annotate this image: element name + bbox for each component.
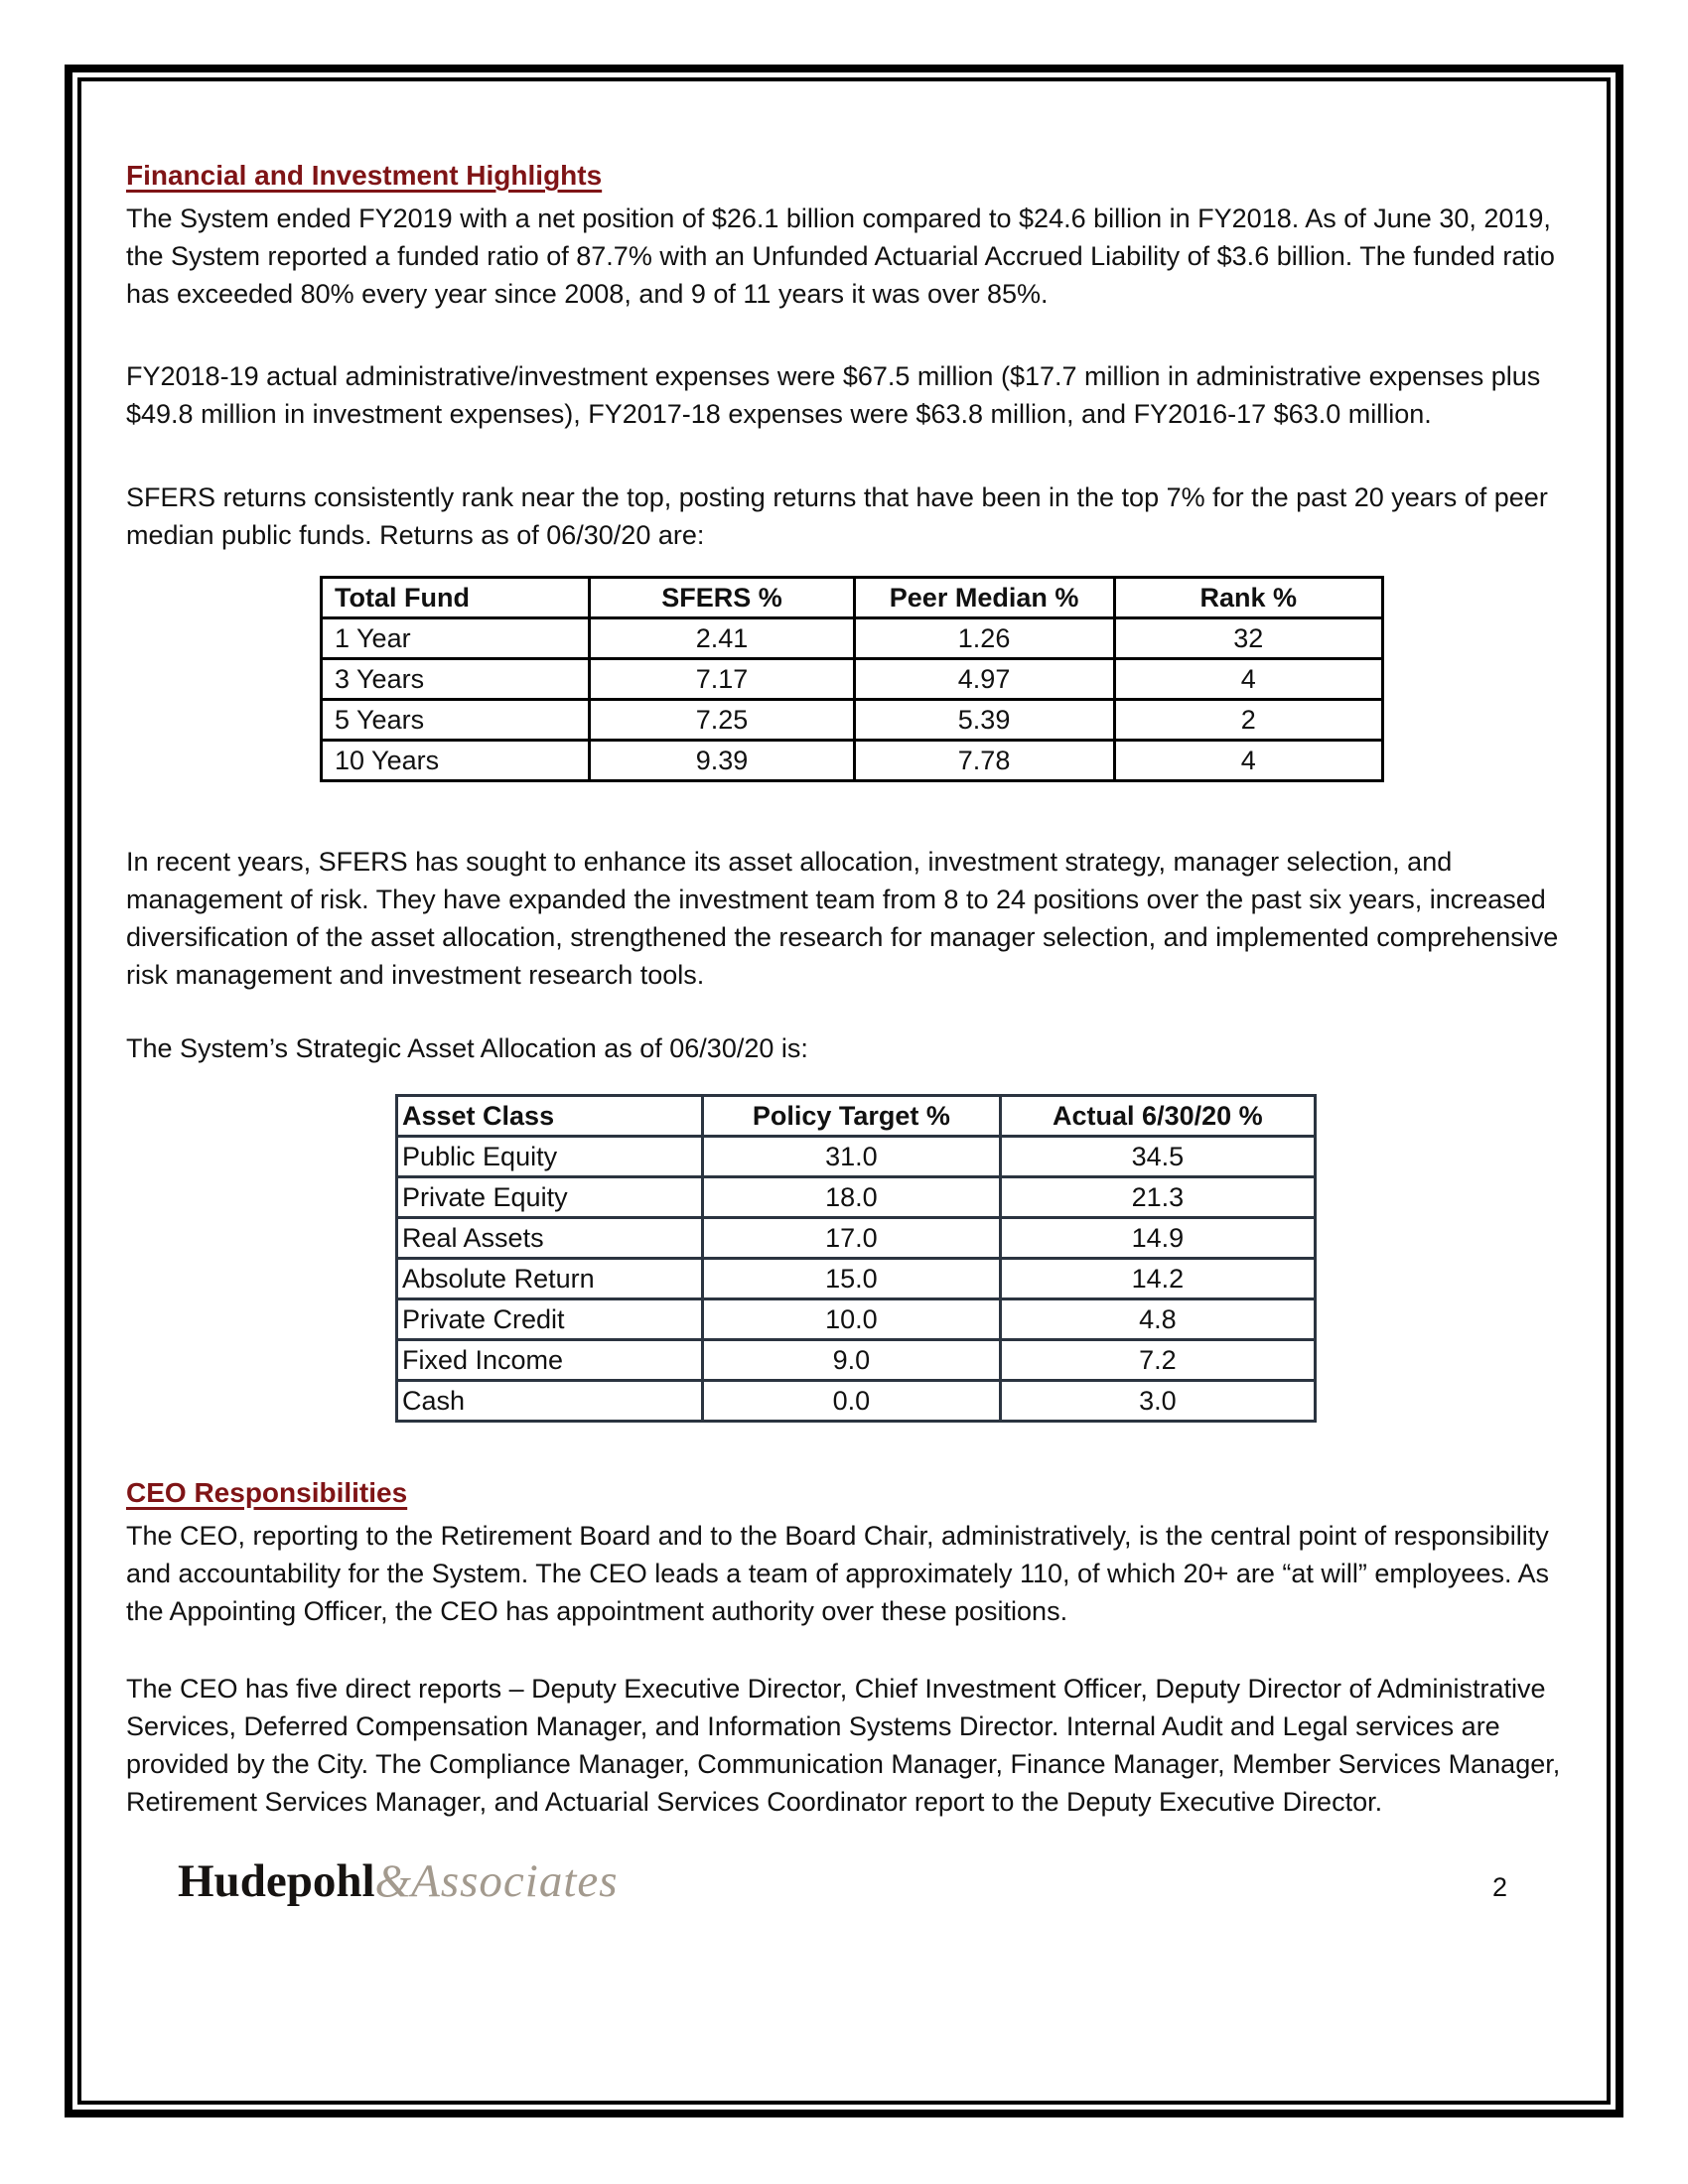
cell-sfers: 7.25	[590, 700, 854, 741]
column-header-sfers: SFERS %	[590, 578, 854, 618]
cell-asset-class: Absolute Return	[397, 1259, 703, 1299]
table-row	[397, 1340, 1316, 1381]
paragraph-net-position: The System ended FY2019 with a net position of $26.1 billion compared to $24.6 billion in FY2018. As of June 30, 2019, the System reported a funded ratio of 87.7% with an Unfunded Actuarial Accrued Liability of $3.6 billion. The funded ratio has exceeded 80% every year since 2008, and 9 of 11 years it was over 85%.	[126, 204, 1555, 309]
cell-peer-median: 7.78	[854, 741, 1114, 781]
cell-policy-target: 17.0	[703, 1218, 1001, 1259]
cell-asset-class: Fixed Income	[397, 1340, 703, 1381]
cell-period: 3 Years	[322, 659, 590, 700]
table-row	[397, 1381, 1316, 1422]
cell-asset-class: Real Assets	[397, 1218, 703, 1259]
hudepohl-associates-logo	[178, 1855, 619, 1907]
page-footer	[126, 1855, 1564, 1907]
column-header-peer-median: Peer Median %	[854, 578, 1114, 618]
cell-actual: 4.8	[1000, 1299, 1315, 1340]
logo-text-hudepohl: Hudepohl	[178, 1855, 375, 1907]
table-row	[397, 1218, 1316, 1259]
cell-policy-target: 10.0	[703, 1299, 1001, 1340]
cell-sfers: 7.17	[590, 659, 854, 700]
logo-ampersand: &	[374, 1855, 412, 1907]
cell-asset-class: Cash	[397, 1381, 703, 1422]
paragraph-returns-intro: SFERS returns consistently rank near the top, posting returns that have been in the top 7% for the past 20 years of peer median public funds. Returns as of 06/30/20 are:	[126, 482, 1548, 550]
table-row	[322, 618, 1383, 659]
column-header-policy-target: Policy Target %	[703, 1096, 1001, 1137]
cell-policy-target: 15.0	[703, 1259, 1001, 1299]
cell-asset-class: Public Equity	[397, 1137, 703, 1177]
column-header-actual: Actual 6/30/20 %	[1000, 1096, 1315, 1137]
paragraph-allocation-intro: The System’s Strategic Asset Allocation as of 06/30/20 is:	[126, 1033, 808, 1063]
table-row	[322, 659, 1383, 700]
asset-allocation-table	[395, 1094, 1317, 1423]
cell-actual: 34.5	[1000, 1137, 1315, 1177]
cell-actual: 3.0	[1000, 1381, 1315, 1422]
cell-sfers: 2.41	[590, 618, 854, 659]
paragraph-investment-strategy: In recent years, SFERS has sought to enhance its asset allocation, investment strategy, manager selection, and management of risk. They have expanded the investment team from 8 to 24 positions over the past six years, increased diversification of the asset allocation, strengthened the research for manager selection, and implemented comprehensive risk management and investment research tools.	[126, 847, 1559, 990]
table-row	[397, 1299, 1316, 1340]
cell-asset-class: Private Equity	[397, 1177, 703, 1218]
cell-actual: 7.2	[1000, 1340, 1315, 1381]
column-header-total-fund: Total Fund	[322, 578, 590, 618]
column-header-asset-class: Asset Class	[397, 1096, 703, 1137]
table-row	[397, 1137, 1316, 1177]
cell-actual: 21.3	[1000, 1177, 1315, 1218]
page-content	[126, 157, 1564, 1906]
cell-actual: 14.9	[1000, 1218, 1315, 1259]
cell-policy-target: 0.0	[703, 1381, 1001, 1422]
cell-policy-target: 31.0	[703, 1137, 1001, 1177]
paragraph-ceo-role: The CEO, reporting to the Retirement Board and to the Board Chair, administratively, is the central point of responsibility and accountability for the System. The CEO leads a team of approximately 110, of which 20+ are “at will” employees. As the Appointing Officer, the CEO has appointment authority over these positions.	[126, 1521, 1549, 1626]
paragraph-ceo-reports: The CEO has five direct reports – Deputy Executive Director, Chief Investment Officer, Deputy Director of Administrative Services, Deferred Compensation Manager, and Information Systems Director. Internal Audit and Legal services are provided by the City. The Compliance Manager, Communication Manager, Finance Manager, Member Services Manager, Retirement Services Manager, and Actuarial Services Coordinator report to the Deputy Executive Director.	[126, 1674, 1561, 1817]
cell-period: 10 Years	[322, 741, 590, 781]
cell-sfers: 9.39	[590, 741, 854, 781]
cell-policy-target: 9.0	[703, 1340, 1001, 1381]
cell-actual: 14.2	[1000, 1259, 1315, 1299]
cell-peer-median: 1.26	[854, 618, 1114, 659]
paragraph-expenses: FY2018-19 actual administrative/investment expenses were $67.5 million ($17.7 million in administrative expenses plus $49.8 million in investment expenses), FY2017-18 expenses were $63.8 million, and FY2016-17 $63.0 million.	[126, 361, 1541, 429]
cell-rank: 4	[1114, 659, 1382, 700]
section-heading-ceo: CEO Responsibilities	[126, 1477, 408, 1508]
section-heading-financial: Financial and Investment Highlights	[126, 160, 603, 191]
logo-text-associates: Associates	[411, 1855, 619, 1907]
table-header-row	[397, 1096, 1316, 1137]
column-header-rank: Rank %	[1114, 578, 1382, 618]
cell-period: 5 Years	[322, 700, 590, 741]
cell-rank: 4	[1114, 741, 1382, 781]
cell-policy-target: 18.0	[703, 1177, 1001, 1218]
cell-peer-median: 5.39	[854, 700, 1114, 741]
table-row	[322, 741, 1383, 781]
table-header-row	[322, 578, 1383, 618]
cell-rank: 32	[1114, 618, 1382, 659]
total-fund-returns-table	[320, 576, 1384, 782]
table-row	[397, 1259, 1316, 1299]
page-number: 2	[1491, 1872, 1507, 1902]
cell-period: 1 Year	[322, 618, 590, 659]
cell-peer-median: 4.97	[854, 659, 1114, 700]
table-row	[397, 1177, 1316, 1218]
table-row	[322, 700, 1383, 741]
cell-asset-class: Private Credit	[397, 1299, 703, 1340]
cell-rank: 2	[1114, 700, 1382, 741]
